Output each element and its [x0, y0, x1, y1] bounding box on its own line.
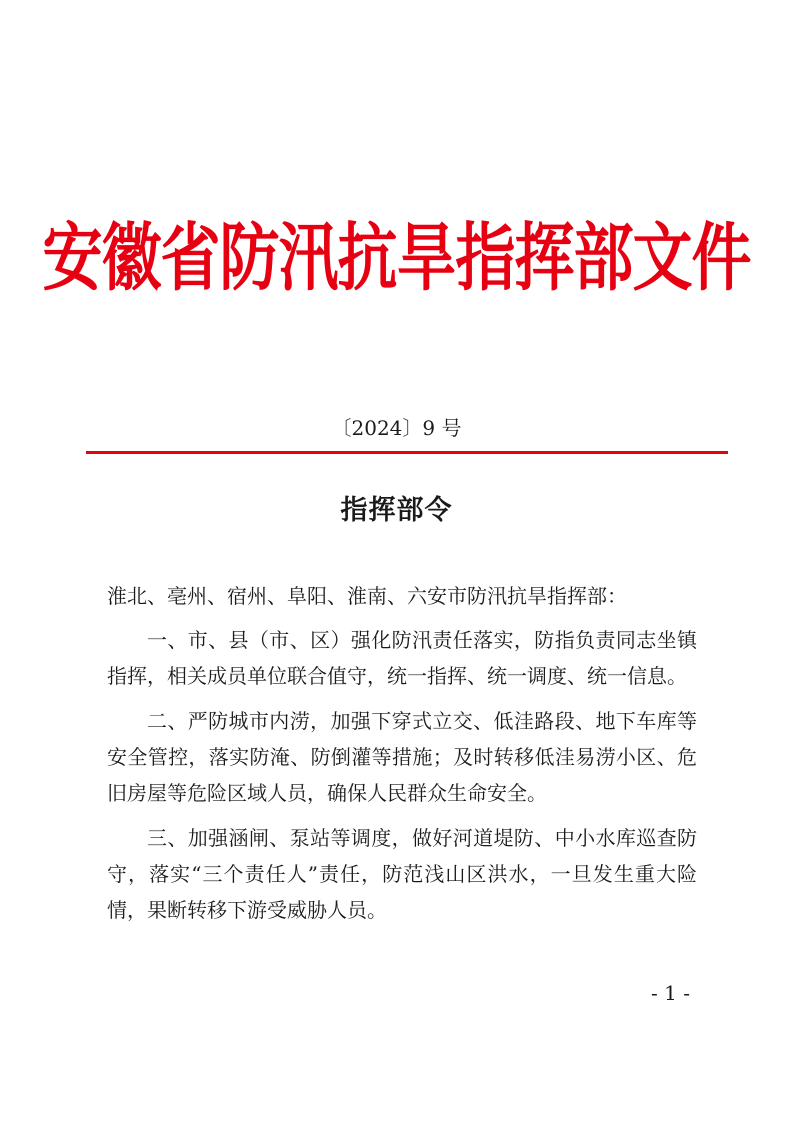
masthead-title: 安徽省防汛抗旱指挥部文件	[42, 215, 751, 302]
document-number: 〔2024〕9 号	[331, 416, 462, 440]
document-body	[107, 578, 697, 937]
red-divider-line	[86, 451, 728, 454]
order-title: 指挥部令	[340, 495, 453, 526]
page-number: - 1 -	[651, 981, 690, 1005]
paragraph-1: 一、市、县（市、区）强化防汛责任落实，防指负责同志坐镇指挥，相关成员单位联合值守，统一指挥、统一调度、统一信息。	[107, 628, 697, 688]
addressee: 淮北、亳州、宿州、阜阳、淮南、六安市防汛抗旱指挥部：	[107, 584, 627, 608]
paragraph-3: 三、加强涵闸、泵站等调度，做好河道堤防、中小水库巡查防守，落实“三个责任人”责任，防范浅山区洪水，一旦发生重大险情，果断转移下游受威胁人员。	[107, 826, 697, 922]
paragraph-2: 二、严防城市内涝，加强下穿式立交、低洼路段、地下车库等安全管控，落实防淹、防倒灌等措施；及时转移低洼易涝小区、危旧房屋等危险区域人员，确保人民群众生命安全。	[107, 709, 697, 805]
